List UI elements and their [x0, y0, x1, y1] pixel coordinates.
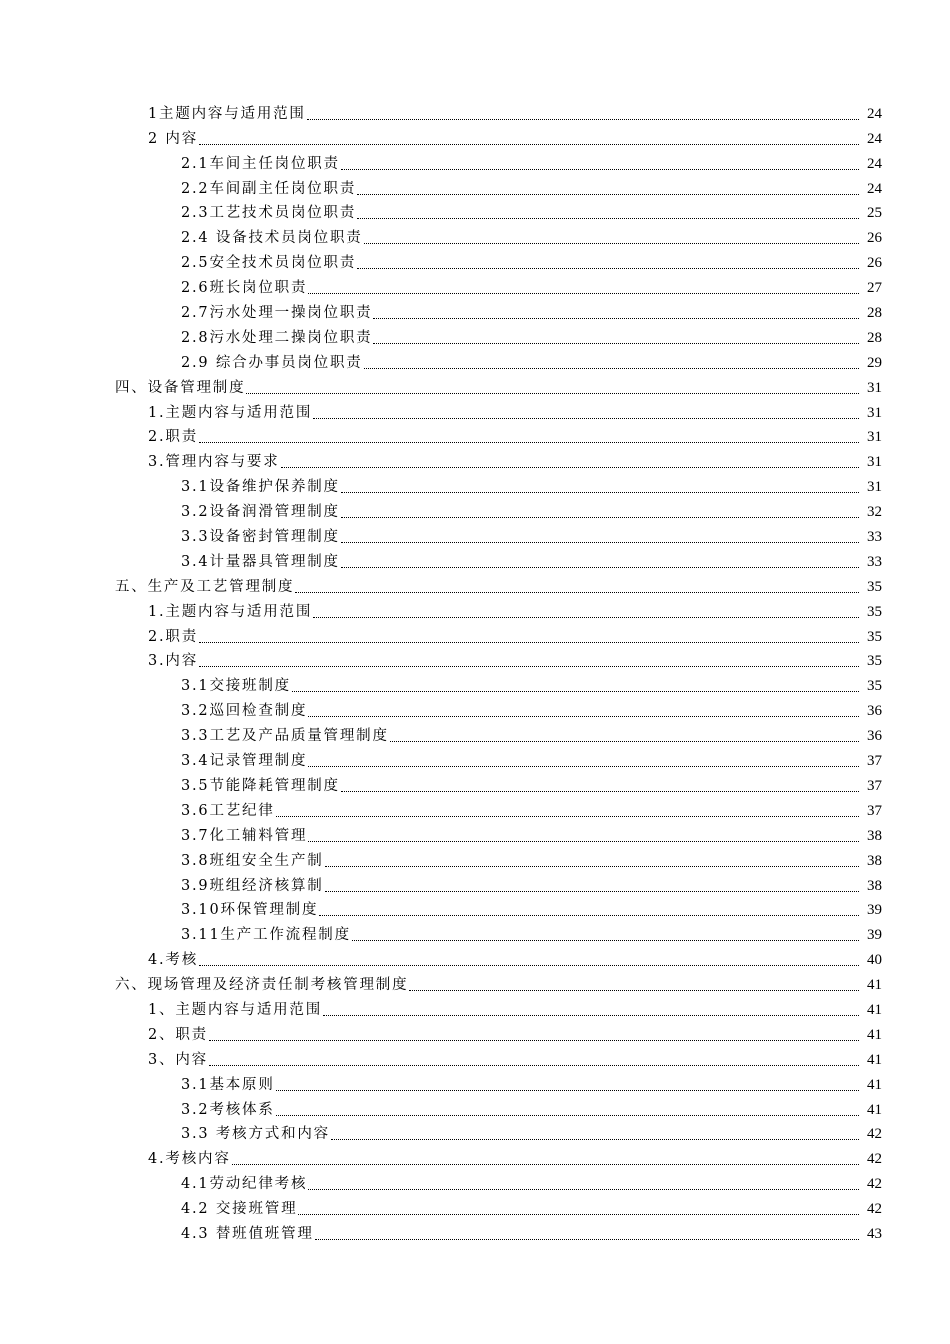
toc-entry-title: 4.3 替班值班管理 [181, 1225, 314, 1242]
toc-page-number: 25 [867, 205, 882, 222]
toc-dot-leader [246, 393, 859, 394]
toc-dot-leader [357, 194, 859, 195]
toc-dot-leader [276, 1090, 859, 1091]
toc-page-number: 43 [867, 1225, 882, 1242]
toc-page-number: 24 [867, 130, 882, 147]
toc-entry-title: 2.2车间副主任岗位职责 [181, 180, 357, 197]
toc-entry[interactable] [0, 299, 950, 324]
toc-dot-leader [373, 343, 859, 344]
toc-entry[interactable] [0, 424, 950, 449]
toc-entry[interactable] [0, 399, 950, 424]
toc-dot-leader [209, 1065, 859, 1066]
toc-page-number: 37 [867, 753, 882, 770]
toc-dot-leader [341, 567, 859, 568]
toc-entry[interactable] [0, 772, 950, 797]
toc-entry[interactable] [0, 448, 950, 473]
toc-entry-title: 2.8污水处理二操岗位职责 [181, 329, 373, 346]
toc-entry[interactable] [0, 1170, 950, 1195]
toc-dot-leader [276, 816, 859, 817]
toc-entry[interactable] [0, 1046, 950, 1071]
toc-page-number: 31 [867, 479, 882, 496]
toc-entry-title: 2.6班长岗位职责 [181, 280, 308, 297]
toc-entry[interactable] [0, 349, 950, 374]
toc-page-number: 31 [867, 404, 882, 421]
toc-entry[interactable] [0, 946, 950, 971]
toc-page-number: 41 [867, 1101, 882, 1118]
toc-entry-title: 3.7化工辅料管理 [181, 827, 308, 844]
toc-entry[interactable] [0, 224, 950, 249]
toc-entry[interactable] [0, 897, 950, 922]
toc-dot-leader [199, 642, 859, 643]
toc-entry-title: 3.2设备润滑管理制度 [181, 504, 340, 521]
toc-entry[interactable] [0, 200, 950, 225]
toc-dot-leader [308, 716, 859, 717]
toc-page-number: 39 [867, 927, 882, 944]
toc-page-number: 26 [867, 255, 882, 272]
toc-page-number: 28 [867, 329, 882, 346]
toc-entry-title: 2.1车间主任岗位职责 [181, 155, 340, 172]
toc-entry[interactable] [0, 573, 950, 598]
toc-dot-leader [232, 1164, 859, 1165]
toc-entry-title: 2.9 综合办事员岗位职责 [181, 354, 363, 371]
toc-entry[interactable] [0, 847, 950, 872]
toc-entry-title: 2 内容 [148, 130, 199, 147]
toc-page-number: 24 [867, 180, 882, 197]
toc-entry-title: 2.7污水处理一操岗位职责 [181, 305, 373, 322]
toc-dot-leader [323, 1015, 859, 1016]
toc-entry-title: 3.2考核体系 [181, 1101, 275, 1118]
toc-entry[interactable] [0, 1071, 950, 1096]
toc-entry-title: 1、主题内容与适用范围 [148, 1001, 323, 1018]
toc-page-number: 31 [867, 429, 882, 446]
toc-dot-leader [308, 293, 859, 294]
toc-entry-title: 3.4记录管理制度 [181, 753, 308, 770]
toc-page-number: 29 [867, 354, 882, 371]
toc-entry[interactable] [0, 100, 950, 125]
toc-entry-title: 3.9班组经济核算制 [181, 877, 324, 894]
toc-dot-leader [307, 119, 859, 120]
toc-dot-leader [341, 169, 859, 170]
toc-dot-leader [313, 418, 859, 419]
toc-dot-leader [364, 243, 859, 244]
toc-entry-title: 1.主题内容与适用范围 [148, 404, 313, 421]
toc-entry[interactable] [0, 498, 950, 523]
toc-entry-title: 3.2巡回检查制度 [181, 703, 308, 720]
toc-dot-leader [281, 467, 859, 468]
toc-dot-leader [373, 318, 859, 319]
toc-entry[interactable] [0, 473, 950, 498]
toc-entry[interactable] [0, 175, 950, 200]
toc-page-number: 41 [867, 1001, 882, 1018]
toc-entry-title: 2.3工艺技术员岗位职责 [181, 205, 357, 222]
toc-entry-title: 2.5安全技术员岗位职责 [181, 255, 357, 272]
toc-entry[interactable] [0, 1145, 950, 1170]
toc-entry[interactable] [0, 697, 950, 722]
toc-page-number: 42 [867, 1176, 882, 1193]
toc-entry-title: 2.职责 [148, 429, 199, 446]
toc-page-number: 35 [867, 628, 882, 645]
toc-dot-leader [325, 866, 859, 867]
toc-page-number: 31 [867, 379, 882, 396]
toc-dot-leader [308, 841, 859, 842]
toc-page-number: 35 [867, 653, 882, 670]
toc-dot-leader [298, 1214, 859, 1215]
toc-dot-leader [292, 691, 859, 692]
toc-page-number: 38 [867, 877, 882, 894]
toc-page-number: 35 [867, 603, 882, 620]
toc-entry[interactable] [0, 548, 950, 573]
toc-entry[interactable] [0, 523, 950, 548]
toc-dot-leader [341, 791, 859, 792]
toc-dot-leader [199, 666, 859, 667]
toc-page-number: 26 [867, 230, 882, 247]
toc-entry[interactable] [0, 374, 950, 399]
toc-dot-leader [357, 218, 859, 219]
toc-entry-title: 3.3设备密封管理制度 [181, 529, 340, 546]
toc-entry[interactable] [0, 1096, 950, 1121]
toc-entry-title: 3.1交接班制度 [181, 678, 291, 695]
toc-dot-leader [357, 268, 859, 269]
toc-entry-title: 3.1设备维护保养制度 [181, 479, 340, 496]
toc-entry-title: 4.考核 [148, 952, 199, 969]
toc-entry[interactable] [0, 274, 950, 299]
toc-dot-leader [390, 741, 859, 742]
toc-page-number: 41 [867, 1076, 882, 1093]
toc-entry[interactable] [0, 623, 950, 648]
toc-dot-leader [409, 990, 859, 991]
toc-dot-leader [295, 592, 859, 593]
toc-page-number: 28 [867, 305, 882, 322]
toc-page-number: 35 [867, 578, 882, 595]
toc-page-number: 32 [867, 504, 882, 521]
toc-entry[interactable] [0, 1121, 950, 1146]
toc-dot-leader [199, 965, 859, 966]
toc-entry[interactable] [0, 598, 950, 623]
toc-entry-title: 3.内容 [148, 653, 199, 670]
toc-entry[interactable] [0, 971, 950, 996]
toc-page-number: 41 [867, 1051, 882, 1068]
toc-page-number: 33 [867, 553, 882, 570]
toc-entry-title: 3、内容 [148, 1051, 208, 1068]
toc-entry-title: 4.考核内容 [148, 1151, 231, 1168]
toc-entry-title: 3.管理内容与要求 [148, 454, 280, 471]
toc-page-number: 36 [867, 728, 882, 745]
toc-entry-title: 2、职责 [148, 1026, 208, 1043]
toc-entry[interactable] [0, 648, 950, 673]
toc-page-number: 38 [867, 827, 882, 844]
toc-entry[interactable] [0, 722, 950, 747]
toc-entry-title: 四、设备管理制度 [115, 379, 246, 396]
toc-dot-leader [276, 1115, 859, 1116]
table-of-contents [0, 100, 950, 1245]
toc-dot-leader [341, 492, 859, 493]
toc-dot-leader [315, 1239, 859, 1240]
toc-entry[interactable] [0, 996, 950, 1021]
toc-dot-leader [313, 617, 859, 618]
toc-page-number: 31 [867, 454, 882, 471]
toc-entry[interactable] [0, 150, 950, 175]
toc-entry-title: 4.2 交接班管理 [181, 1201, 298, 1218]
toc-page-number: 40 [867, 952, 882, 969]
toc-entry-title: 1.主题内容与适用范围 [148, 603, 313, 620]
toc-entry[interactable] [0, 747, 950, 772]
toc-dot-leader [325, 891, 859, 892]
toc-entry-title: 4.1劳动纪律考核 [181, 1176, 308, 1193]
toc-entry-title: 2.职责 [148, 628, 199, 645]
toc-dot-leader [308, 766, 859, 767]
toc-entry-title: 六、现场管理及经济责任制考核管理制度 [115, 977, 409, 994]
toc-entry-title: 3.10环保管理制度 [181, 902, 319, 919]
toc-dot-leader [199, 144, 859, 145]
toc-entry[interactable] [0, 921, 950, 946]
toc-entry[interactable] [0, 1195, 950, 1220]
toc-entry-title: 3.3 考核方式和内容 [181, 1126, 330, 1143]
toc-page-number: 42 [867, 1126, 882, 1143]
toc-entry-title: 3.11生产工作流程制度 [181, 927, 351, 944]
toc-entry[interactable] [0, 1220, 950, 1245]
toc-page-number: 27 [867, 280, 882, 297]
toc-entry[interactable] [0, 1021, 950, 1046]
toc-page-number: 36 [867, 703, 882, 720]
toc-entry-title: 五、生产及工艺管理制度 [115, 578, 295, 595]
toc-dot-leader [364, 368, 859, 369]
toc-entry[interactable] [0, 249, 950, 274]
toc-page-number: 37 [867, 777, 882, 794]
toc-entry[interactable] [0, 822, 950, 847]
toc-entry-title: 3.5节能降耗管理制度 [181, 777, 340, 794]
toc-entry[interactable] [0, 324, 950, 349]
toc-page-number: 41 [867, 977, 882, 994]
toc-page-number: 24 [867, 155, 882, 172]
toc-dot-leader [352, 940, 859, 941]
toc-page-number: 37 [867, 802, 882, 819]
toc-entry-title: 1主题内容与适用范围 [148, 105, 306, 122]
toc-page-number: 41 [867, 1026, 882, 1043]
toc-dot-leader [331, 1139, 859, 1140]
toc-entry[interactable] [0, 672, 950, 697]
toc-page-number: 35 [867, 678, 882, 695]
toc-dot-leader [341, 517, 859, 518]
toc-entry-title: 2.4 设备技术员岗位职责 [181, 230, 363, 247]
toc-entry[interactable] [0, 872, 950, 897]
toc-dot-leader [341, 542, 859, 543]
toc-entry[interactable] [0, 125, 950, 150]
toc-entry-title: 3.4计量器具管理制度 [181, 553, 340, 570]
toc-dot-leader [319, 915, 859, 916]
toc-dot-leader [199, 442, 859, 443]
toc-dot-leader [209, 1040, 859, 1041]
toc-entry-title: 3.1基本原则 [181, 1076, 275, 1093]
toc-entry-title: 3.6工艺纪律 [181, 802, 275, 819]
toc-entry[interactable] [0, 797, 950, 822]
toc-dot-leader [308, 1189, 859, 1190]
toc-page-number: 24 [867, 105, 882, 122]
toc-entry-title: 3.8班组安全生产制 [181, 852, 324, 869]
toc-page-number: 42 [867, 1201, 882, 1218]
toc-page-number: 38 [867, 852, 882, 869]
toc-page-number: 39 [867, 902, 882, 919]
toc-page-number: 42 [867, 1151, 882, 1168]
toc-page-number: 33 [867, 529, 882, 546]
toc-entry-title: 3.3工艺及产品质量管理制度 [181, 728, 389, 745]
